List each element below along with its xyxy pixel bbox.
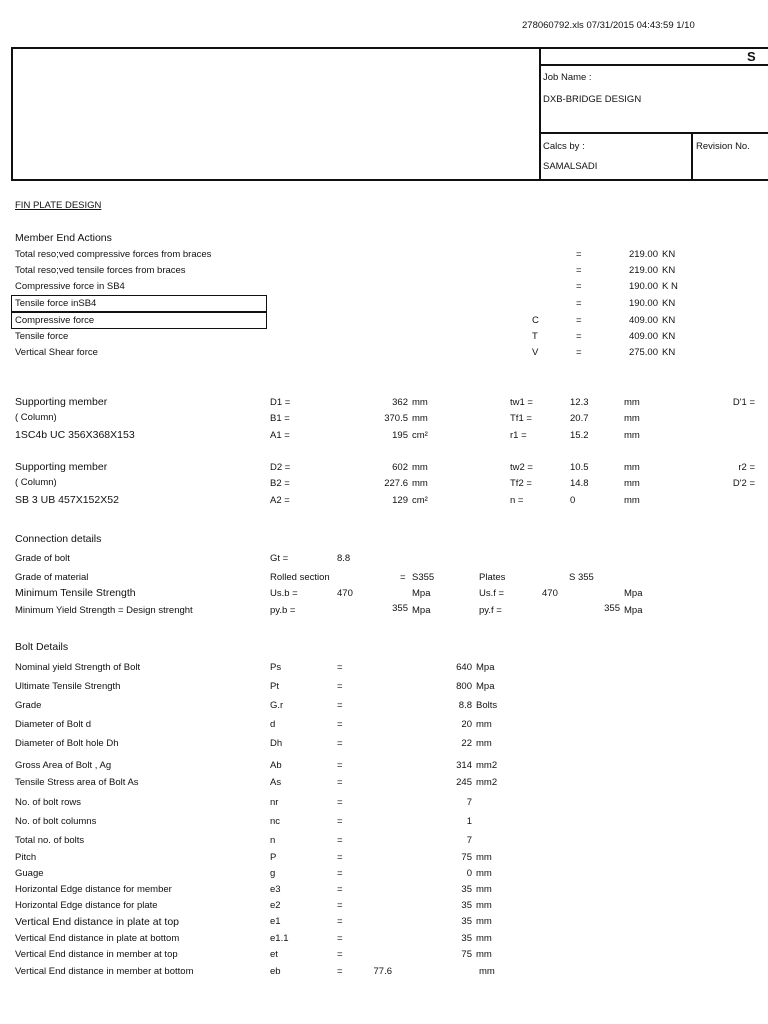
- pyb-unit: Mpa: [412, 605, 431, 616]
- grade-of-bolt-value: 8.8: [337, 553, 351, 564]
- min-tensile-strength-label: Minimum Tensile Strength: [15, 587, 136, 599]
- property-unit: mm: [624, 478, 640, 489]
- bolt-param-symbol: Ps: [270, 662, 282, 673]
- bolt-param-symbol: As: [270, 777, 282, 788]
- property-unit: mm: [624, 413, 640, 424]
- pyf-label: py.f =: [479, 605, 502, 616]
- title-block-rule: [539, 132, 768, 134]
- bolt-param-unit: mm2: [476, 760, 498, 771]
- revision-label: Revision No.: [696, 141, 750, 152]
- action-equals: =: [576, 265, 582, 276]
- usb-value: 470: [337, 588, 353, 599]
- property-value: 362: [392, 397, 408, 408]
- bolt-param-label: Horizontal Edge distance for member: [15, 884, 172, 895]
- bolt-param-symbol: d: [270, 719, 276, 730]
- action-equals: =: [576, 347, 582, 358]
- bolt-param-value: 22: [461, 738, 472, 749]
- property-label: D2 =: [270, 462, 291, 473]
- usf-value: 470: [542, 588, 558, 599]
- property-value: 15.2: [570, 430, 589, 441]
- pyb-label: py.b =: [270, 605, 296, 616]
- bolt-param-equals: =: [337, 719, 343, 730]
- action-unit: KN: [662, 249, 676, 260]
- bolt-param-symbol: et: [270, 949, 278, 960]
- usf-label: Us.f =: [479, 588, 505, 599]
- bolt-param-unit: mm2: [476, 777, 498, 788]
- action-unit: K N: [662, 281, 678, 292]
- action-equals: =: [576, 315, 582, 326]
- bolt-param-equals: =: [337, 916, 343, 927]
- bolt-param-label: No. of bolt columns: [15, 816, 97, 827]
- property-label: n =: [510, 495, 524, 506]
- member-end-actions-heading: Member End Actions: [15, 232, 112, 244]
- bolt-param-unit: mm: [476, 933, 492, 944]
- action-label: Vertical Shear force: [15, 347, 98, 358]
- bolt-param-value: 0: [466, 868, 472, 879]
- property-value: 195: [392, 430, 408, 441]
- bolt-param-label: Vertical End distance in plate at top: [15, 916, 180, 928]
- bolt-param-unit: Bolts: [476, 700, 498, 711]
- bolt-param-symbol: n: [270, 835, 276, 846]
- rolled-section-label: Rolled section: [270, 572, 330, 583]
- bolt-param-equals: =: [337, 760, 343, 771]
- action-label: Total reso;ved tensile forces from braces: [15, 265, 186, 276]
- bolt-param-value: 7: [466, 835, 472, 846]
- calcs-by-label: Calcs by :: [543, 141, 585, 152]
- bolt-param-value: 8.8: [458, 700, 472, 711]
- bolt-param-value: 35: [461, 916, 472, 927]
- property-label: tw2 =: [510, 462, 533, 473]
- property-value: 12.3: [570, 397, 589, 408]
- bolt-param-equals: =: [337, 816, 343, 827]
- bolt-param-equals: =: [337, 681, 343, 692]
- action-label: Compressive force: [15, 315, 95, 326]
- bolt-param-symbol: eb: [270, 966, 281, 977]
- property-label: r2 =: [738, 462, 755, 473]
- member-description-line: 1SC4b UC 356X368X153: [15, 429, 135, 441]
- bolt-param-value: 20: [461, 719, 472, 730]
- member-description-line: ( Column): [15, 477, 57, 488]
- action-label: Tensile force: [15, 331, 69, 342]
- property-label: Tf2 =: [510, 478, 532, 489]
- property-label: A1 =: [270, 430, 290, 441]
- action-unit: KN: [662, 347, 676, 358]
- action-equals: =: [576, 249, 582, 260]
- bolt-param-symbol: e2: [270, 900, 281, 911]
- grade-of-material-equals: =: [400, 572, 406, 583]
- property-label: tw1 =: [510, 397, 533, 408]
- bolt-param-equals: =: [337, 966, 343, 977]
- pyf-unit: Mpa: [624, 605, 643, 616]
- connection-details-heading: Connection details: [15, 533, 102, 545]
- bolt-param-symbol: G.r: [270, 700, 284, 711]
- property-unit: mm: [624, 397, 640, 408]
- bolt-param-label: Tensile Stress area of Bolt As: [15, 777, 139, 788]
- action-unit: KN: [662, 265, 676, 276]
- property-unit: mm: [412, 397, 428, 408]
- property-unit: mm: [624, 462, 640, 473]
- property-label: B2 =: [270, 478, 290, 489]
- bolt-param-unit: mm: [476, 868, 492, 879]
- bolt-param-symbol: Pt: [270, 681, 279, 692]
- property-unit: cm²: [412, 495, 428, 506]
- bolt-param-equals: =: [337, 884, 343, 895]
- property-value: 0: [570, 495, 576, 506]
- action-value: 190.00: [628, 298, 658, 309]
- member-description-line: Supporting member: [15, 396, 108, 408]
- bolt-param-unit: mm: [476, 852, 492, 863]
- property-value: 20.7: [570, 413, 589, 424]
- title-block-corner-letter: S: [747, 49, 756, 64]
- calcs-by-value: SAMALSADI: [543, 161, 598, 172]
- bolt-param-unit: mm: [476, 738, 492, 749]
- bolt-param-unit: mm: [476, 900, 492, 911]
- action-label: Tensile force inSB4: [15, 298, 97, 309]
- title-block: [11, 47, 768, 181]
- bolt-param-equals: =: [337, 700, 343, 711]
- property-label: D'1 =: [732, 397, 755, 408]
- bolt-param-value: 35: [461, 900, 472, 911]
- bolt-param-value: 75: [461, 949, 472, 960]
- file-header: 278060792.xls 07/31/2015 04:43:59 1/10: [522, 20, 695, 31]
- bolt-param-symbol: Ab: [270, 760, 282, 771]
- bolt-param-equals: =: [337, 900, 343, 911]
- member-description-line: SB 3 UB 457X152X52: [15, 494, 119, 506]
- member-description-line: Supporting member: [15, 461, 108, 473]
- bolt-param-equals: =: [337, 797, 343, 808]
- title-block-divider: [539, 47, 541, 181]
- bolt-param-symbol: g: [270, 868, 276, 879]
- bolt-param-label: Ultimate Tensile Strength: [15, 681, 121, 692]
- property-unit: mm: [412, 413, 428, 424]
- plates-value: S 355: [569, 572, 594, 583]
- property-value: 10.5: [570, 462, 589, 473]
- bolt-param-value: 640: [456, 662, 472, 673]
- job-name-label: Job Name :: [543, 72, 592, 83]
- action-label: Compressive force in SB4: [15, 281, 125, 292]
- bolt-param-value: 314: [456, 760, 472, 771]
- bolt-param-equals: =: [337, 949, 343, 960]
- job-name-value: DXB-BRIDGE DESIGN: [543, 94, 642, 105]
- bolt-param-unit: mm: [479, 966, 495, 977]
- bolt-param-symbol: nr: [270, 797, 279, 808]
- bolt-param-label: Diameter of Bolt d: [15, 719, 92, 730]
- section-title: FIN PLATE DESIGN: [15, 200, 102, 211]
- action-unit: KN: [662, 315, 676, 326]
- bolt-param-equals: =: [337, 662, 343, 673]
- bolt-param-symbol: P: [270, 852, 277, 863]
- bolt-param-label: Diameter of Bolt hole Dh: [15, 738, 119, 749]
- property-label: B1 =: [270, 413, 290, 424]
- property-value: 370.5: [384, 413, 408, 424]
- action-equals: =: [576, 331, 582, 342]
- action-equals: =: [576, 281, 582, 292]
- bolt-param-symbol: e3: [270, 884, 281, 895]
- action-value: 219.00: [628, 249, 658, 260]
- action-value: 275.00: [628, 347, 658, 358]
- action-value: 219.00: [628, 265, 658, 276]
- bolt-param-value: 7: [466, 797, 472, 808]
- bolt-param-equals: =: [337, 777, 343, 788]
- grade-of-material-value: S355: [412, 572, 435, 583]
- usb-unit: Mpa: [412, 588, 431, 599]
- bolt-param-unit: Mpa: [476, 681, 495, 692]
- property-label: D'2 =: [732, 478, 755, 489]
- property-unit: mm: [624, 430, 640, 441]
- bolt-param-unit: mm: [476, 916, 492, 927]
- property-value: 602: [392, 462, 408, 473]
- property-value: 14.8: [570, 478, 589, 489]
- bolt-param-symbol: nc: [270, 816, 281, 827]
- grade-of-bolt-symbol: Gt =: [270, 553, 289, 564]
- bolt-param-symbol: e1: [270, 916, 281, 927]
- action-value: 409.00: [628, 315, 658, 326]
- bolt-param-unit: mm: [476, 949, 492, 960]
- bolt-param-unit: mm: [476, 884, 492, 895]
- title-block-rule: [691, 132, 693, 181]
- bolt-param-value: 245: [456, 777, 472, 788]
- bolt-param-unit: mm: [476, 719, 492, 730]
- property-label: r1 =: [510, 430, 527, 441]
- bolt-param-label: Vertical End distance in member at top: [15, 949, 178, 960]
- usb-label: Us.b =: [270, 588, 298, 599]
- property-label: D1 =: [270, 397, 291, 408]
- action-equals: =: [576, 298, 582, 309]
- action-value: 190.00: [628, 281, 658, 292]
- property-unit: mm: [624, 495, 640, 506]
- action-value: 409.00: [628, 331, 658, 342]
- bolt-param-label: Total no. of bolts: [15, 835, 85, 846]
- bolt-param-value: 1: [466, 816, 472, 827]
- bolt-param-label: Guage: [15, 868, 44, 879]
- bolt-param-equals: =: [337, 835, 343, 846]
- bolt-param-value: 75: [461, 852, 472, 863]
- property-label: Tf1 =: [510, 413, 532, 424]
- bolt-param-label: Vertical End distance in plate at bottom: [15, 933, 180, 944]
- bolt-param-value: 35: [461, 933, 472, 944]
- title-block-rule: [539, 64, 768, 66]
- action-symbol: C: [532, 315, 539, 326]
- bolt-param-label: Grade: [15, 700, 42, 711]
- property-value: 129: [392, 495, 408, 506]
- action-symbol: T: [532, 331, 538, 342]
- bolt-param-label: Horizontal Edge distance for plate: [15, 900, 158, 911]
- bolt-param-unit: Mpa: [476, 662, 495, 673]
- bolt-param-label: No. of bolt rows: [15, 797, 81, 808]
- property-unit: mm: [412, 462, 428, 473]
- bolt-param-value: 35: [461, 884, 472, 895]
- action-symbol: V: [532, 347, 539, 358]
- action-unit: KN: [662, 298, 676, 309]
- grade-of-bolt-label: Grade of bolt: [15, 553, 70, 564]
- grade-of-material-label: Grade of material: [15, 572, 89, 583]
- bolt-param-value: 800: [456, 681, 472, 692]
- action-unit: KN: [662, 331, 676, 342]
- bolt-param-symbol: Dh: [270, 738, 283, 749]
- member-description-line: ( Column): [15, 412, 57, 423]
- bolt-param-value: 77.6: [373, 966, 392, 977]
- bolt-param-equals: =: [337, 933, 343, 944]
- bolt-param-label: Gross Area of Bolt , Ag: [15, 760, 112, 771]
- bolt-param-equals: =: [337, 868, 343, 879]
- bolt-param-equals: =: [337, 852, 343, 863]
- bolt-details-heading: Bolt Details: [15, 641, 69, 653]
- property-unit: cm²: [412, 430, 428, 441]
- usf-unit: Mpa: [624, 588, 643, 599]
- action-label: Total reso;ved compressive forces from braces: [15, 249, 212, 260]
- bolt-param-symbol: e1.1: [270, 933, 289, 944]
- property-value: 227.6: [384, 478, 408, 489]
- bolt-param-equals: =: [337, 738, 343, 749]
- pyb-value: 355: [392, 603, 408, 614]
- plates-label: Plates: [479, 572, 506, 583]
- property-label: A2 =: [270, 495, 290, 506]
- property-unit: mm: [412, 478, 428, 489]
- pyf-value: 355: [604, 603, 620, 614]
- min-yield-strength-label: Minimum Yield Strength = Design strenght: [15, 605, 193, 616]
- bolt-param-label: Nominal yield Strength of Bolt: [15, 662, 141, 673]
- bolt-param-label: Pitch: [15, 852, 37, 863]
- bolt-param-label: Vertical End distance in member at bottom: [15, 966, 194, 977]
